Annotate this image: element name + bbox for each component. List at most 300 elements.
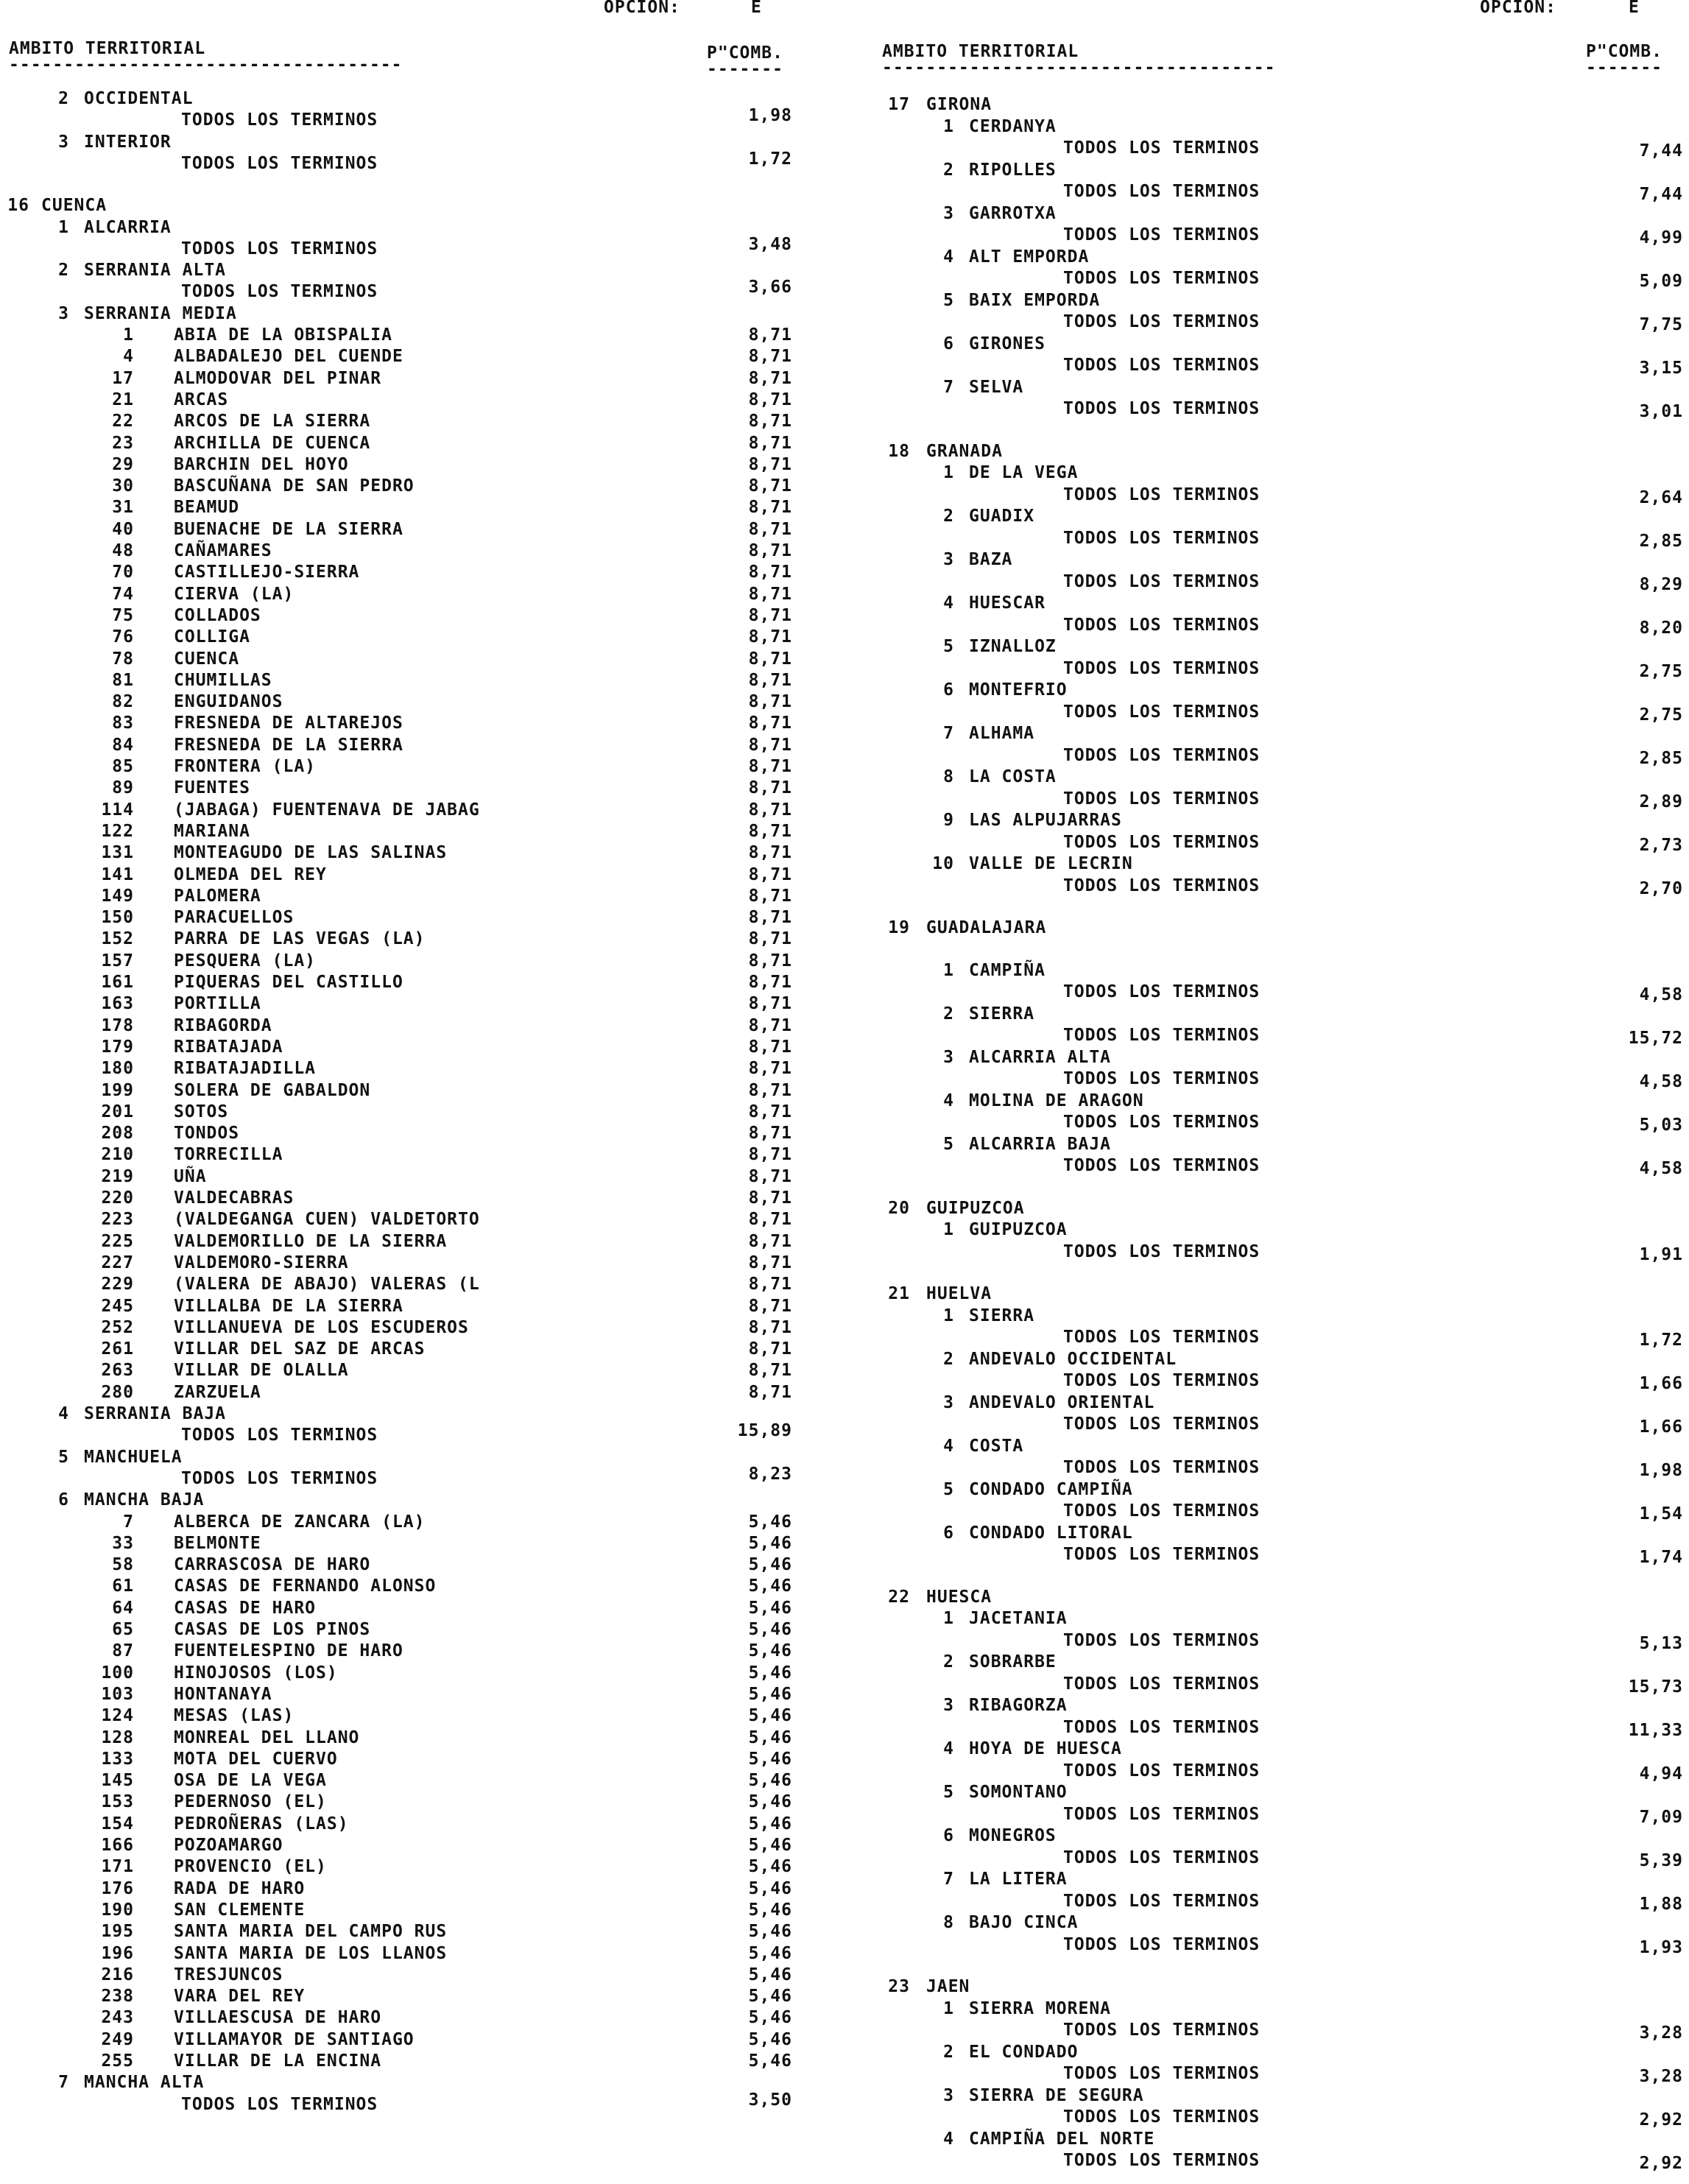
coefficient-value: 2,85 xyxy=(1639,748,1683,768)
todos-name: TODOS LOS TERMINOS xyxy=(1063,876,1260,895)
municipality-code: 195 xyxy=(101,1922,134,1942)
comarca-name: JACETANIA xyxy=(969,1609,1068,1628)
right-value-title-underline: ------- xyxy=(1586,58,1662,77)
coefficient-value: 1,66 xyxy=(1639,1374,1683,1393)
municipality-code: 87 xyxy=(112,1641,134,1661)
comarca-code: 6 xyxy=(943,1523,954,1543)
province-name: CUENCA xyxy=(41,196,107,216)
municipality-code: 83 xyxy=(112,714,134,733)
coefficient-value: 5,46 xyxy=(748,1814,792,1833)
municipality-name: RIBATAJADA xyxy=(174,1037,283,1057)
municipality-name: PROVENCIO (EL) xyxy=(174,1857,327,1877)
comarca-code: 7 xyxy=(943,377,954,397)
municipality-name: ARCAS xyxy=(174,390,229,409)
coefficient-value: 8,71 xyxy=(748,843,792,863)
coefficient-value: 8,71 xyxy=(748,605,792,625)
municipality-name: COLLIGA xyxy=(174,627,250,647)
comarca-name: HOYA DE HUESCA xyxy=(969,1739,1122,1758)
municipality-name: BELMONTE xyxy=(174,1533,261,1553)
municipality-name: VILLAMAYOR DE SANTIAGO xyxy=(174,2029,415,2049)
todos-name: TODOS LOS TERMINOS xyxy=(1063,1761,1260,1780)
coefficient-value: 2,75 xyxy=(1639,705,1683,725)
coefficient-value: 8,71 xyxy=(748,627,792,647)
comarca-code: 2 xyxy=(58,261,69,281)
comarca-code: 1 xyxy=(943,1998,954,2018)
municipality-name: (JABAGA) FUENTENAVA DE JABAG xyxy=(174,800,480,820)
coefficient-value: 1,54 xyxy=(1639,1504,1683,1523)
right-option-label: OPCION: xyxy=(1480,0,1556,17)
coefficient-value: 7,44 xyxy=(1639,185,1683,204)
municipality-code: 171 xyxy=(101,1857,134,1877)
municipality-code: 61 xyxy=(112,1577,134,1596)
coefficient-value: 4,58 xyxy=(1639,1072,1683,1091)
municipality-code: 58 xyxy=(112,1555,134,1575)
province-code: 23 xyxy=(888,1977,910,1996)
municipality-name: PEDERNOSO (EL) xyxy=(174,1792,327,1812)
comarca-name: SIERRA MORENA xyxy=(969,1998,1112,2018)
municipality-code: 199 xyxy=(101,1080,134,1100)
comarca-name: DE LA VEGA xyxy=(969,463,1079,482)
todos-name: TODOS LOS TERMINOS xyxy=(1063,1371,1260,1390)
comarca-code: 5 xyxy=(58,1447,69,1467)
municipality-code: 33 xyxy=(112,1533,134,1553)
comarca-code: 5 xyxy=(943,1479,954,1499)
todos-name: TODOS LOS TERMINOS xyxy=(181,239,378,258)
coefficient-value: 3,48 xyxy=(748,234,792,254)
comarca-name: BAJO CINCA xyxy=(969,1913,1079,1932)
municipality-code: 153 xyxy=(101,1792,134,1812)
coefficient-value: 2,89 xyxy=(1639,792,1683,811)
comarca-name: GIRONES xyxy=(969,334,1046,353)
municipality-name: SANTA MARIA DEL CAMPO RUS xyxy=(174,1922,448,1942)
comarca-code: 7 xyxy=(58,2073,69,2093)
left-option-label: OPCION: xyxy=(604,0,680,17)
todos-name: TODOS LOS TERMINOS xyxy=(1063,982,1260,1001)
coefficient-value: 2,92 xyxy=(1639,2110,1683,2130)
coefficient-value: 8,71 xyxy=(748,325,792,345)
municipality-code: 64 xyxy=(112,1598,134,1618)
coefficient-value: 4,58 xyxy=(1639,985,1683,1004)
municipality-name: SOLERA DE GABALDON xyxy=(174,1080,371,1100)
municipality-name: OSA DE LA VEGA xyxy=(174,1771,327,1791)
province-name: GUADALAJARA xyxy=(926,918,1047,937)
province-code: 19 xyxy=(888,918,910,937)
todos-name: TODOS LOS TERMINOS xyxy=(1063,1026,1260,1045)
coefficient-value: 2,92 xyxy=(1639,2154,1683,2173)
municipality-name: RIBAGORDA xyxy=(174,1015,272,1035)
comarca-name: VALLE DE LECRIN xyxy=(969,854,1133,873)
municipality-name: CARRASCOSA DE HARO xyxy=(174,1555,371,1575)
coefficient-value: 5,46 xyxy=(748,1771,792,1791)
municipality-code: 100 xyxy=(101,1663,134,1683)
comarca-name: SERRANIA ALTA xyxy=(84,261,227,281)
municipality-code: 103 xyxy=(101,1684,134,1704)
municipality-name: CASTILLEJO-SIERRA xyxy=(174,563,360,582)
coefficient-value: 5,46 xyxy=(748,1663,792,1683)
coefficient-value: 8,71 xyxy=(748,864,792,884)
comarca-code: 1 xyxy=(943,1220,954,1239)
comarca-name: SOBRARBE xyxy=(969,1652,1057,1672)
comarca-code: 4 xyxy=(943,247,954,267)
municipality-code: 152 xyxy=(101,929,134,949)
todos-name: TODOS LOS TERMINOS xyxy=(181,1426,378,1445)
municipality-name: PALOMERA xyxy=(174,886,261,906)
municipality-name: CASAS DE FERNANDO ALONSO xyxy=(174,1577,437,1596)
comarca-name: IZNALLOZ xyxy=(969,637,1057,656)
comarca-name: CAMPIÑA DEL NORTE xyxy=(969,2129,1155,2149)
todos-name: TODOS LOS TERMINOS xyxy=(1063,1415,1260,1434)
coefficient-value: 8,71 xyxy=(748,1102,792,1121)
comarca-name: SERRANIA MEDIA xyxy=(84,303,237,323)
province-code: 16 xyxy=(7,196,29,216)
municipality-name: COLLADOS xyxy=(174,605,261,625)
comarca-name: MANCHA BAJA xyxy=(84,1490,205,1510)
todos-name: TODOS LOS TERMINOS xyxy=(1063,2064,1260,2083)
coefficient-value: 8,71 xyxy=(748,735,792,755)
comarca-name: ALHAMA xyxy=(969,724,1035,743)
municipality-name: TRESJUNCOS xyxy=(174,1965,283,1984)
municipality-name: VALDEMORILLO DE LA SIERRA xyxy=(174,1231,448,1251)
municipality-name: MARIANA xyxy=(174,821,250,841)
coefficient-value: 3,28 xyxy=(1639,2023,1683,2043)
comarca-code: 10 xyxy=(932,854,954,873)
todos-name: TODOS LOS TERMINOS xyxy=(1063,1545,1260,1564)
municipality-code: 4 xyxy=(123,347,134,367)
comarca-name: SIERRA DE SEGURA xyxy=(969,2085,1144,2105)
municipality-name: CIERVA (LA) xyxy=(174,584,295,604)
municipality-name: BUENACHE DE LA SIERRA xyxy=(174,519,403,539)
province-name: GRANADA xyxy=(926,441,1003,461)
todos-name: TODOS LOS TERMINOS xyxy=(1063,1934,1260,1954)
todos-name: TODOS LOS TERMINOS xyxy=(1063,1241,1260,1261)
province-name: GUIPUZCOA xyxy=(926,1198,1025,1218)
todos-name: TODOS LOS TERMINOS xyxy=(1063,225,1260,244)
todos-name: TODOS LOS TERMINOS xyxy=(1063,1630,1260,1650)
coefficient-value: 1,88 xyxy=(1639,1894,1683,1914)
coefficient-value: 4,99 xyxy=(1639,228,1683,247)
comarca-name: BAZA xyxy=(969,550,1013,569)
comarca-name: LAS ALPUJARRAS xyxy=(969,811,1122,830)
coefficient-value: 4,58 xyxy=(1639,1159,1683,1178)
coefficient-value: 8,71 xyxy=(748,412,792,431)
todos-name: TODOS LOS TERMINOS xyxy=(1063,1804,1260,1824)
coefficient-value: 1,91 xyxy=(1639,1244,1683,1264)
municipality-code: 40 xyxy=(112,519,134,539)
comarca-name: CAMPIÑA xyxy=(969,960,1046,980)
municipality-code: 227 xyxy=(101,1253,134,1272)
municipality-code: 31 xyxy=(112,498,134,518)
coefficient-value: 15,73 xyxy=(1628,1677,1683,1697)
municipality-code: 223 xyxy=(101,1210,134,1230)
comarca-code: 2 xyxy=(943,160,954,180)
comarca-name: RIPOLLES xyxy=(969,160,1057,180)
coefficient-value: 8,71 xyxy=(748,908,792,928)
municipality-name: SANTA MARIA DE LOS LLANOS xyxy=(174,1943,448,1963)
municipality-name: HONTANAYA xyxy=(174,1684,272,1704)
coefficient-value: 8,71 xyxy=(748,1253,792,1272)
coefficient-value: 3,50 xyxy=(748,2090,792,2110)
comarca-code: 4 xyxy=(943,1091,954,1110)
coefficient-value: 5,46 xyxy=(748,1900,792,1920)
coefficient-value: 5,46 xyxy=(748,2029,792,2049)
comarca-name: CERDANYA xyxy=(969,116,1057,136)
province-name: JAEN xyxy=(926,1977,970,1996)
comarca-code: 5 xyxy=(943,1134,954,1154)
municipality-name: CASAS DE LOS PINOS xyxy=(174,1620,371,1639)
municipality-code: 81 xyxy=(112,670,134,690)
comarca-name: OCCIDENTAL xyxy=(84,89,194,108)
coefficient-value: 5,46 xyxy=(748,1620,792,1639)
coefficient-value: 8,71 xyxy=(748,1015,792,1035)
municipality-code: 263 xyxy=(101,1361,134,1381)
coefficient-value: 8,71 xyxy=(748,390,792,409)
coefficient-value: 5,03 xyxy=(1639,1116,1683,1135)
comarca-code: 2 xyxy=(943,1652,954,1672)
municipality-code: 78 xyxy=(112,649,134,669)
municipality-name: MONTEAGUDO DE LAS SALINAS xyxy=(174,843,448,863)
todos-name: TODOS LOS TERMINOS xyxy=(1063,1113,1260,1132)
coefficient-value: 3,01 xyxy=(1639,402,1683,421)
coefficient-value: 2,64 xyxy=(1639,487,1683,507)
comarca-name: MONTEFRIO xyxy=(969,680,1068,700)
todos-name: TODOS LOS TERMINOS xyxy=(1063,1328,1260,1347)
todos-name: TODOS LOS TERMINOS xyxy=(1063,2107,1260,2127)
comarca-name: ALT EMPORDA xyxy=(969,247,1090,267)
coefficient-value: 8,71 xyxy=(748,368,792,388)
left-value-column-title: P"COMB. xyxy=(707,43,783,63)
comarca-code: 5 xyxy=(943,637,954,656)
coefficient-value: 5,46 xyxy=(748,1533,792,1553)
todos-name: TODOS LOS TERMINOS xyxy=(1063,528,1260,548)
province-name: GIRONA xyxy=(926,95,992,114)
municipality-code: 150 xyxy=(101,908,134,928)
coefficient-value: 8,71 xyxy=(748,757,792,776)
coefficient-value: 5,46 xyxy=(748,1943,792,1963)
municipality-code: 131 xyxy=(101,843,134,863)
comarca-name: BAIX EMPORDA xyxy=(969,290,1101,310)
municipality-name: ALBERCA DE ZANCARA (LA) xyxy=(174,1512,426,1532)
municipality-code: 82 xyxy=(112,692,134,712)
municipality-name: CASAS DE HARO xyxy=(174,1598,317,1618)
municipality-code: 252 xyxy=(101,1317,134,1337)
coefficient-value: 11,33 xyxy=(1628,1720,1683,1740)
municipality-code: 122 xyxy=(101,821,134,841)
municipality-name: ARCHILLA DE CUENCA xyxy=(174,433,371,453)
comarca-name: SIERRA xyxy=(969,1306,1035,1325)
municipality-code: 1 xyxy=(123,325,134,345)
coefficient-value: 5,46 xyxy=(748,1598,792,1618)
coefficient-value: 7,75 xyxy=(1639,315,1683,334)
coefficient-value: 8,71 xyxy=(748,973,792,992)
coefficient-value: 1,74 xyxy=(1639,1548,1683,1567)
municipality-name: CHUMILLAS xyxy=(174,670,272,690)
comarca-name: COSTA xyxy=(969,1436,1024,1456)
municipality-code: 29 xyxy=(112,454,134,474)
coefficient-value: 5,46 xyxy=(748,1684,792,1704)
municipality-name: RADA DE HARO xyxy=(174,1878,306,1898)
coefficient-value: 1,98 xyxy=(748,106,792,126)
comarca-name: SIERRA xyxy=(969,1004,1035,1024)
coefficient-value: 5,46 xyxy=(748,1641,792,1661)
municipality-code: 225 xyxy=(101,1231,134,1251)
coefficient-value: 8,71 xyxy=(748,778,792,798)
municipality-code: 17 xyxy=(112,368,134,388)
municipality-name: POZOAMARGO xyxy=(174,1836,283,1855)
right-option-value: E xyxy=(1629,0,1640,17)
coefficient-value: 8,71 xyxy=(748,929,792,949)
coefficient-value: 3,15 xyxy=(1639,359,1683,378)
left-option-value: E xyxy=(751,0,762,17)
coefficient-value: 5,46 xyxy=(748,1836,792,1855)
coefficient-value: 5,46 xyxy=(748,2008,792,2028)
municipality-code: 21 xyxy=(112,390,134,409)
municipality-name: PARACUELLOS xyxy=(174,908,295,928)
coefficient-value: 2,70 xyxy=(1639,878,1683,898)
municipality-name: PARRA DE LAS VEGAS (LA) xyxy=(174,929,426,949)
comarca-code: 4 xyxy=(58,1404,69,1423)
todos-name: TODOS LOS TERMINOS xyxy=(1063,312,1260,331)
comarca-name: ANDEVALO ORIENTAL xyxy=(969,1392,1155,1412)
right-value-column-title: P"COMB. xyxy=(1586,42,1662,61)
todos-name: TODOS LOS TERMINOS xyxy=(1063,832,1260,852)
comarca-code: 3 xyxy=(943,2085,954,2105)
comarca-code: 2 xyxy=(943,507,954,526)
coefficient-value: 1,72 xyxy=(748,149,792,169)
municipality-name: BEAMUD xyxy=(174,498,240,518)
comarca-code: 3 xyxy=(943,1392,954,1412)
coefficient-value: 2,75 xyxy=(1639,661,1683,681)
todos-name: TODOS LOS TERMINOS xyxy=(1063,269,1260,288)
municipality-name: VILLALBA DE LA SIERRA xyxy=(174,1296,403,1316)
municipality-name: ENGUIDANOS xyxy=(174,692,283,712)
coefficient-value: 5,46 xyxy=(748,1577,792,1596)
comarca-code: 4 xyxy=(943,2129,954,2149)
municipality-name: FRONTERA (LA) xyxy=(174,757,317,776)
comarca-code: 6 xyxy=(58,1490,69,1510)
coefficient-value: 1,93 xyxy=(1639,1937,1683,1957)
coefficient-value: 8,71 xyxy=(748,433,792,453)
coefficient-value: 8,71 xyxy=(748,584,792,604)
coefficient-value: 8,71 xyxy=(748,563,792,582)
municipality-code: 145 xyxy=(101,1771,134,1791)
coefficient-value: 1,72 xyxy=(1639,1331,1683,1350)
comarca-name: GUADIX xyxy=(969,507,1035,526)
municipality-code: 190 xyxy=(101,1900,134,1920)
province-name: HUESCA xyxy=(926,1587,992,1607)
municipality-code: 74 xyxy=(112,584,134,604)
coefficient-value: 8,71 xyxy=(748,1382,792,1402)
comarca-code: 6 xyxy=(943,1826,954,1845)
comarca-code: 8 xyxy=(943,1913,954,1932)
municipality-name: CUENCA xyxy=(174,649,240,669)
comarca-name: HUESCAR xyxy=(969,593,1046,613)
todos-name: TODOS LOS TERMINOS xyxy=(1063,1156,1260,1175)
coefficient-value: 7,44 xyxy=(1639,141,1683,161)
comarca-name: LA LITERA xyxy=(969,1870,1068,1889)
municipality-name: FUENTES xyxy=(174,778,250,798)
coefficient-value: 5,39 xyxy=(1639,1850,1683,1870)
comarca-code: 2 xyxy=(943,1349,954,1369)
todos-name: TODOS LOS TERMINOS xyxy=(1063,702,1260,722)
province-code: 21 xyxy=(888,1284,910,1303)
todos-name: TODOS LOS TERMINOS xyxy=(1063,658,1260,678)
municipality-code: 22 xyxy=(112,412,134,431)
todos-name: TODOS LOS TERMINOS xyxy=(1063,1501,1260,1521)
municipality-code: 23 xyxy=(112,433,134,453)
municipality-name: RIBATAJADILLA xyxy=(174,1059,317,1079)
comarca-code: 1 xyxy=(943,960,954,980)
left-value-title-underline: ------- xyxy=(707,60,783,79)
coefficient-value: 8,71 xyxy=(748,476,792,496)
comarca-code: 6 xyxy=(943,334,954,353)
municipality-name: BARCHIN DEL HOYO xyxy=(174,454,349,474)
municipality-code: 176 xyxy=(101,1878,134,1898)
coefficient-value: 5,13 xyxy=(1639,1633,1683,1653)
municipality-name: UÑA xyxy=(174,1166,207,1186)
comarca-code: 3 xyxy=(943,203,954,223)
comarca-code: 3 xyxy=(58,303,69,323)
municipality-name: PEDROÑERAS (LAS) xyxy=(174,1814,349,1833)
comarca-name: ALCARRIA ALTA xyxy=(969,1047,1112,1067)
municipality-name: ALBADALEJO DEL CUENDE xyxy=(174,347,403,367)
comarca-code: 8 xyxy=(943,767,954,786)
todos-name: TODOS LOS TERMINOS xyxy=(1063,1891,1260,1911)
municipality-code: 196 xyxy=(101,1943,134,1963)
municipality-code: 208 xyxy=(101,1124,134,1144)
todos-name: TODOS LOS TERMINOS xyxy=(1063,1458,1260,1477)
coefficient-value: 4,94 xyxy=(1639,1764,1683,1783)
municipality-name: VILLAR DEL SAZ DE ARCAS xyxy=(174,1339,426,1359)
todos-name: TODOS LOS TERMINOS xyxy=(1063,399,1260,418)
municipality-name: VILLAR DE OLALLA xyxy=(174,1361,349,1381)
municipality-code: 7 xyxy=(123,1512,134,1532)
municipality-name: VALDEMORO-SIERRA xyxy=(174,1253,349,1272)
municipality-code: 154 xyxy=(101,1814,134,1833)
coefficient-value: 8,71 xyxy=(748,1361,792,1381)
coefficient-value: 8,71 xyxy=(748,714,792,733)
todos-name: TODOS LOS TERMINOS xyxy=(1063,789,1260,809)
todos-name: TODOS LOS TERMINOS xyxy=(1063,571,1260,591)
coefficient-value: 5,46 xyxy=(748,1857,792,1877)
todos-name: TODOS LOS TERMINOS xyxy=(1063,182,1260,201)
municipality-code: 70 xyxy=(112,563,134,582)
coefficient-value: 3,66 xyxy=(748,278,792,297)
coefficient-value: 1,98 xyxy=(1639,1461,1683,1480)
coefficient-value: 15,72 xyxy=(1628,1029,1683,1048)
municipality-code: 124 xyxy=(101,1706,134,1726)
municipality-name: TONDOS xyxy=(174,1124,240,1144)
coefficient-value: 5,46 xyxy=(748,1965,792,1984)
comarca-name: LA COSTA xyxy=(969,767,1057,786)
coefficient-value: 7,09 xyxy=(1639,1807,1683,1827)
comarca-name: SOMONTANO xyxy=(969,1783,1068,1802)
municipality-name: VILLANUEVA DE LOS ESCUDEROS xyxy=(174,1317,469,1337)
coefficient-value: 8,71 xyxy=(748,994,792,1014)
comarca-name: SELVA xyxy=(969,377,1024,397)
coefficient-value: 5,09 xyxy=(1639,272,1683,291)
coefficient-value: 8,71 xyxy=(748,692,792,712)
municipality-code: 149 xyxy=(101,886,134,906)
comarca-code: 4 xyxy=(943,1436,954,1456)
municipality-code: 84 xyxy=(112,735,134,755)
comarca-code: 9 xyxy=(943,811,954,830)
comarca-code: 3 xyxy=(943,1696,954,1715)
municipality-code: 216 xyxy=(101,1965,134,1984)
coefficient-value: 5,46 xyxy=(748,1555,792,1575)
todos-name: TODOS LOS TERMINOS xyxy=(181,1468,378,1488)
left-column-title: AMBITO TERRITORIAL xyxy=(9,39,206,58)
municipality-name: VILLAR DE LA ENCINA xyxy=(174,2051,382,2071)
